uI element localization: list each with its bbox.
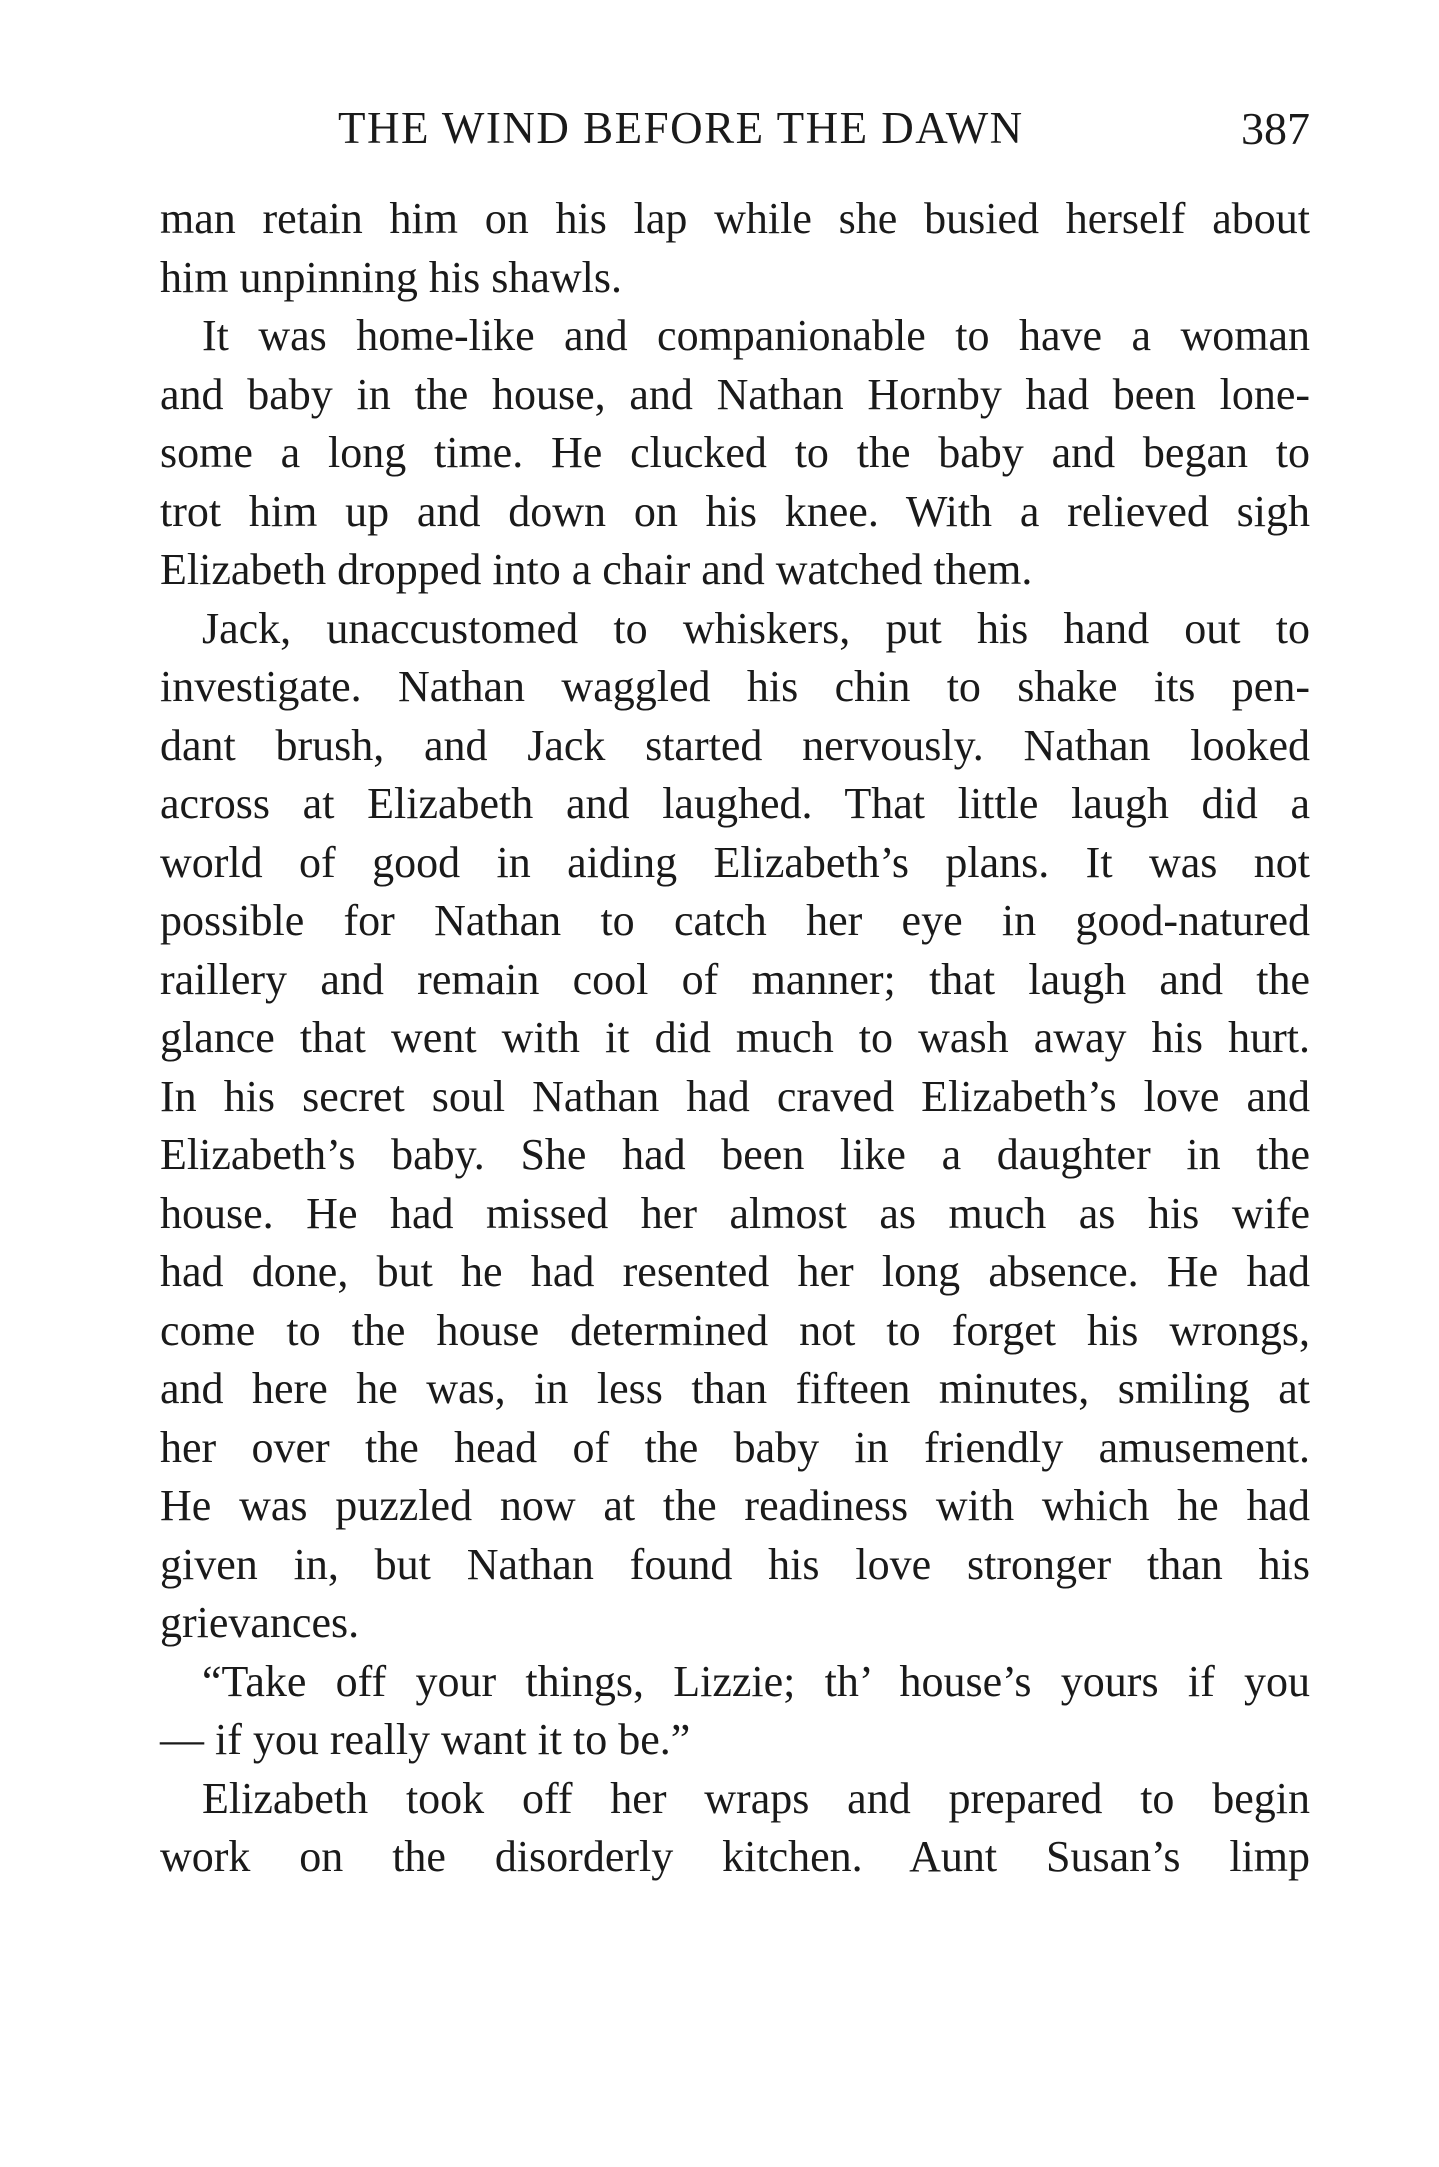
- text-line: Elizabeth dropped into a chair and watched them.: [160, 545, 1033, 594]
- text-line: In his secret soul Nathan had craved Elizabeth’s love and: [160, 1071, 1310, 1121]
- text-line: glance that went with it did much to wash away his hurt.: [160, 1013, 1310, 1062]
- text-line: possible for Nathan to catch her eye in good-natured: [160, 896, 1310, 945]
- text-line: He was puzzled now at the readiness with which he had: [160, 1481, 1310, 1530]
- text-line: raillery and remain cool of manner; that laugh and the: [160, 954, 1310, 1004]
- text-line: and baby in the house, and Nathan Hornby had been lone-: [160, 369, 1310, 419]
- text-line: — if you really want it to be.”: [160, 1715, 691, 1764]
- running-header: [160, 102, 1310, 162]
- text-line: house. He had missed her almost as much as his wife: [160, 1188, 1310, 1238]
- text-line: world of good in aiding Elizabeth’s plans. It was not: [160, 837, 1310, 887]
- text-line: given in, but Nathan found his love stronger than his: [160, 1539, 1310, 1589]
- text-line: dant brush, and Jack started nervously. Nathan looked: [160, 720, 1310, 770]
- text-line: come to the house determined not to forget his wrongs,: [160, 1305, 1310, 1355]
- text-line: trot him up and down on his knee. With a relieved sigh: [160, 486, 1310, 536]
- text-line: Elizabeth’s baby. She had been like a daughter in the: [160, 1130, 1310, 1179]
- text-line: across at Elizabeth and laughed. That little laugh did a: [160, 779, 1310, 828]
- paragraph-start-line: Elizabeth took off her wraps and prepared to begin: [202, 1773, 1310, 1823]
- text-line: her over the head of the baby in friendly amusement.: [160, 1422, 1310, 1472]
- text-line: had done, but he had resented her long absence. He had: [160, 1247, 1310, 1296]
- body-text: [160, 190, 1310, 1887]
- page-number: 387: [1241, 103, 1310, 154]
- text-line: and here he was, in less than fifteen minutes, smiling at: [160, 1364, 1310, 1413]
- paragraph-start-line: “Take off your things, Lizzie; th’ house’s yours if you: [202, 1656, 1310, 1706]
- paragraph-start-line: Jack, unaccustomed to whiskers, put his hand out to: [202, 603, 1310, 653]
- text-line: some a long time. He clucked to the baby and began to: [160, 428, 1310, 477]
- text-line: him unpinning his shawls.: [160, 252, 623, 302]
- paragraph-start-line: It was home-like and companionable to have a woman: [202, 311, 1310, 360]
- text-line: grievances.: [160, 1598, 360, 1647]
- text-line: man retain him on his lap while she busied herself about: [160, 194, 1310, 243]
- running-title: THE WIND BEFORE THE DAWN: [338, 103, 1024, 153]
- text-line: work on the disorderly kitchen. Aunt Susan’s limp: [160, 1832, 1310, 1881]
- text-line: investigate. Nathan waggled his chin to shake its pen-: [160, 662, 1310, 711]
